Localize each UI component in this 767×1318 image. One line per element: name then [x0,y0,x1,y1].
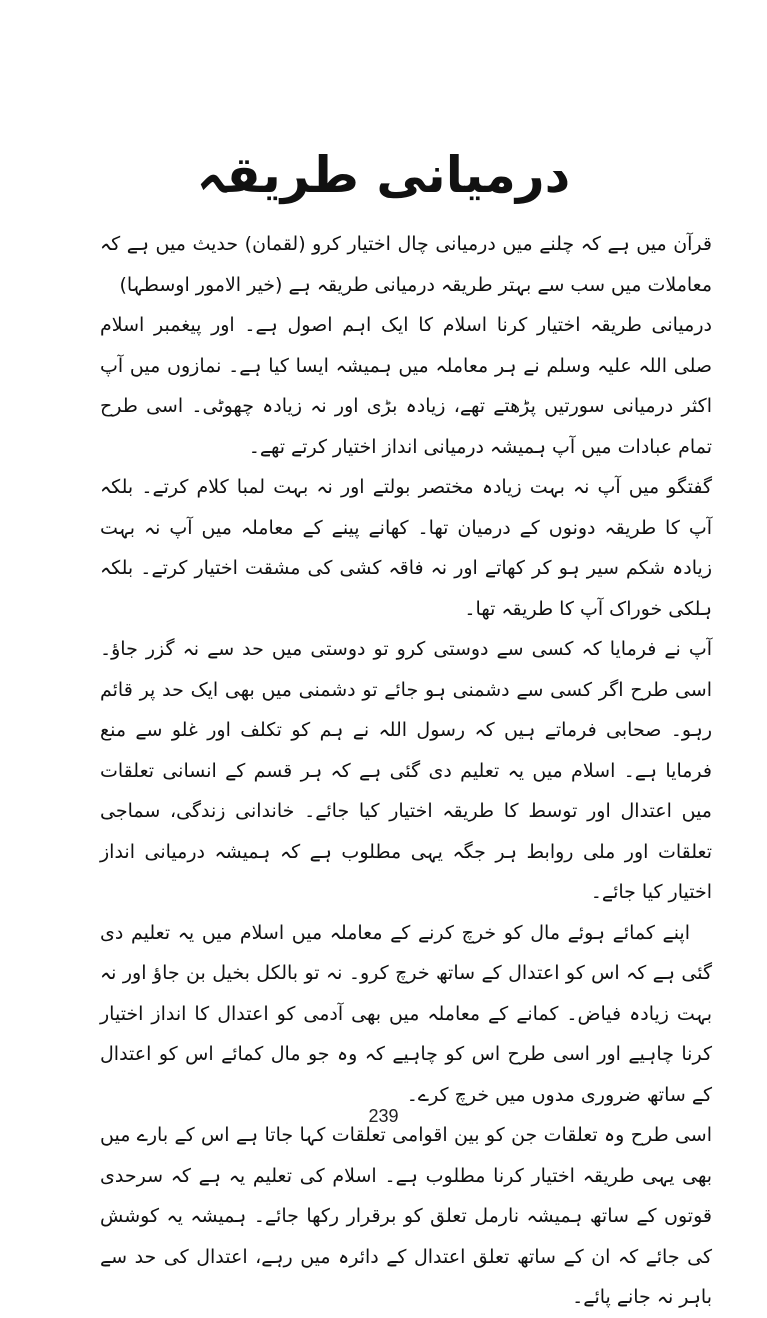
paragraph-2: درمیانی طریقہ اختیار کرنا اسلام کا ایک اہم اصول ہے۔ اور پیغمبر اسلام صلی اللہ علیہ وسلم نے ہر معاملہ میں ہمیشہ ایسا کیا ہے۔ نمازوں میں آپ اکثر درمیانی سورتیں پڑھتے تھے، زیادہ بڑی اور نہ زیادہ چھوٹی۔ اسی طرح تمام عبادات میں آپ ہمیشہ درمیانی انداز اختیار کرتے تھے۔ [100,314,712,458]
paragraph-4: آپ نے فرمایا کہ کسی سے دوستی کرو تو دوستی میں حد سے نہ گزر جاؤ۔ اسی طرح اگر کسی سے دشمنی ہو جائے تو دشمنی میں بھی ایک حد پر قائم رہو۔ صحابی فرماتے ہیں کہ رسول اللہ نے ہم کو تکلف اور غلو سے منع فرمایا ہے۔ اسلام میں یہ تعلیم دی گئی ہے کہ ہر قسم کے انسانی تعلقات میں اعتدال اور توسط کا طریقہ اختیار کیا جائے۔ خاندانی زندگی، سماجی تعلقات اور ملی روابط ہر جگہ یہی مطلوب ہے کہ ہمیشہ درمیانی انداز اختیار کیا جائے۔ [100,638,712,903]
paragraph-3: گفتگو میں آپ نہ بہت زیادہ مختصر بولتے اور نہ بہت لمبا کلام کرتے۔ بلکہ آپ کا طریقہ دونوں کے درمیان تھا۔ کھانے پینے کے معاملہ میں آپ نہ بہت زیادہ شکم سیر ہو کر کھاتے اور نہ فاقہ کشی کی مشقت اختیار کرتے۔ بلکہ ہلکی خوراک آپ کا طریقہ تھا۔ [100,476,712,620]
paragraph-5: اپنے کمائے ہوئے مال کو خرچ کرنے کے معاملہ میں اسلام میں یہ تعلیم دی گئی ہے کہ اس کو اعتدال کے ساتھ خرچ کرو۔ نہ تو بالکل بخیل بن جاؤ اور نہ بہت زیادہ فیاض۔ کمانے کے معاملہ میں بھی آدمی کو اعتدال کا انداز اختیار کرنا چاہیے اور اسی طرح اس کو چاہیے کہ وہ جو مال کمائے اس کو اعتدال کے ساتھ ضروری مدوں میں خرچ کرے۔ [100,921,712,1106]
paragraph-1: قرآن میں ہے کہ چلنے میں درمیانی چال اختیار کرو (لقمان) حدیث میں ہے کہ معاملات میں سب سے بہتر طریقہ درمیانی طریقہ ہے (خیر الامور اوسطہا) [100,233,712,296]
chapter-body [100,224,712,1318]
paragraph-6: اسی طرح وہ تعلقات جن کو بین اقوامی تعلقات کہا جاتا ہے اس کے بارے میں بھی یہی طریقہ اختیار کرنا مطلوب ہے۔ اسلام کی تعلیم یہ ہے کہ سرحدی قوتوں کے ساتھ ہمیشہ نارمل تعلق کو برقرار رکھا جائے۔ ہمیشہ یہ کوشش کی جائے کہ ان کے ساتھ تعلق اعتدال کے دائرہ میں رہے، اعتدال کی حد سے باہر نہ جانے پائے۔ [100,1124,712,1308]
chapter-title: درمیانی طریقہ [196,146,571,204]
page-number: 239 [368,1106,399,1126]
